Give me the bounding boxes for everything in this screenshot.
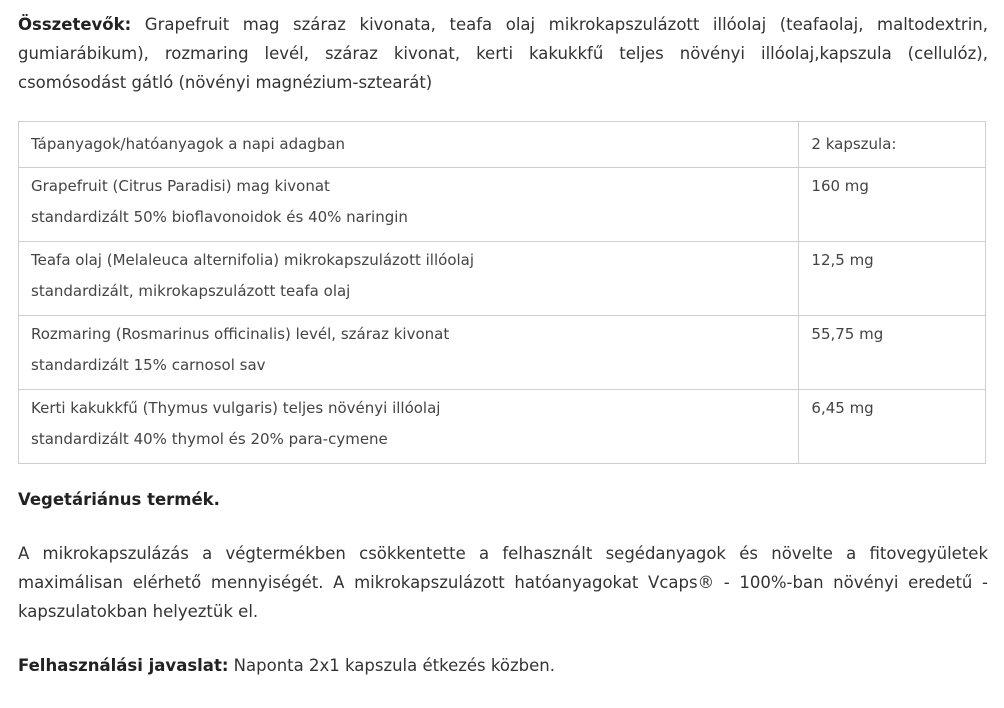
nutrient-amount: 12,5 mg xyxy=(811,251,874,269)
usage-label: Felhasználási javaslat: xyxy=(18,656,229,675)
ingredients-text: Grapefruit mag száraz kivonata, teafa olaj mikrokapszulázott illóolaj (teafaolaj, maltodextrin, gumiarábikum), rozmaring levél, száraz kivonat, kerti kakukkfű teljes növényi illóolaj,kapszula (cellulóz), csomósodást gátló (növényi magnézium-sztearát) xyxy=(18,15,988,92)
nutrient-cell xyxy=(19,390,799,464)
nutrient-cell xyxy=(19,242,799,316)
table-row xyxy=(19,242,986,316)
amount-cell xyxy=(799,390,986,464)
nutrient-cell xyxy=(19,168,799,242)
table-header-row xyxy=(19,122,986,168)
vegetarian-note xyxy=(18,485,988,514)
nutrient-cell xyxy=(19,316,799,390)
nutrient-detail: standardizált, mikrokapszulázott teafa olaj xyxy=(31,282,351,300)
product-description xyxy=(18,0,988,680)
usage-text: Naponta 2x1 kapszula étkezés közben. xyxy=(228,656,555,675)
nutrient-name: Kerti kakukkfű (Thymus vulgaris) teljes növényi illóolaj xyxy=(31,399,441,417)
nutrient-detail: standardizált 15% carnosol sav xyxy=(31,356,266,374)
vegetarian-label: Vegetáriánus termék. xyxy=(18,490,220,509)
table-row xyxy=(19,168,986,242)
header-nutrients: Tápanyagok/hatóanyagok a napi adagban xyxy=(19,122,799,168)
usage-paragraph xyxy=(18,651,988,680)
header-dose: 2 kapszula: xyxy=(799,122,986,168)
amount-cell xyxy=(799,168,986,242)
amount-cell xyxy=(799,242,986,316)
nutrient-name: Teafa olaj (Melaleuca alternifolia) mikrokapszulázott illóolaj xyxy=(31,251,475,269)
ingredients-paragraph xyxy=(18,10,988,97)
table-row xyxy=(19,316,986,390)
nutrient-amount: 160 mg xyxy=(811,177,869,195)
nutrient-name: Grapefruit (Citrus Paradisi) mag kivonat xyxy=(31,177,330,195)
nutrient-detail: standardizált 40% thymol és 20% para-cymene xyxy=(31,430,388,448)
table-row xyxy=(19,390,986,464)
nutrient-amount: 55,75 mg xyxy=(811,325,884,343)
microencapsulation-paragraph: A mikrokapszulázás a végtermékben csökkentette a felhasznált segédanyagok és növelte a fitovegyületek maximálisan elérhető mennyiségét. A mikrokapszulázott hatóanyagokat Vcaps® - 100%-ban növényi eredetű - kapszulatokban helyeztük el. xyxy=(18,544,988,621)
ingredients-label: Összetevők: xyxy=(18,15,132,34)
nutrient-name: Rozmaring (Rosmarinus officinalis) levél, száraz kivonat xyxy=(31,325,450,343)
nutrient-table xyxy=(18,121,986,464)
amount-cell xyxy=(799,316,986,390)
nutrient-detail: standardizált 50% bioflavonoidok és 40% naringin xyxy=(31,208,408,226)
nutrient-amount: 6,45 mg xyxy=(811,399,874,417)
